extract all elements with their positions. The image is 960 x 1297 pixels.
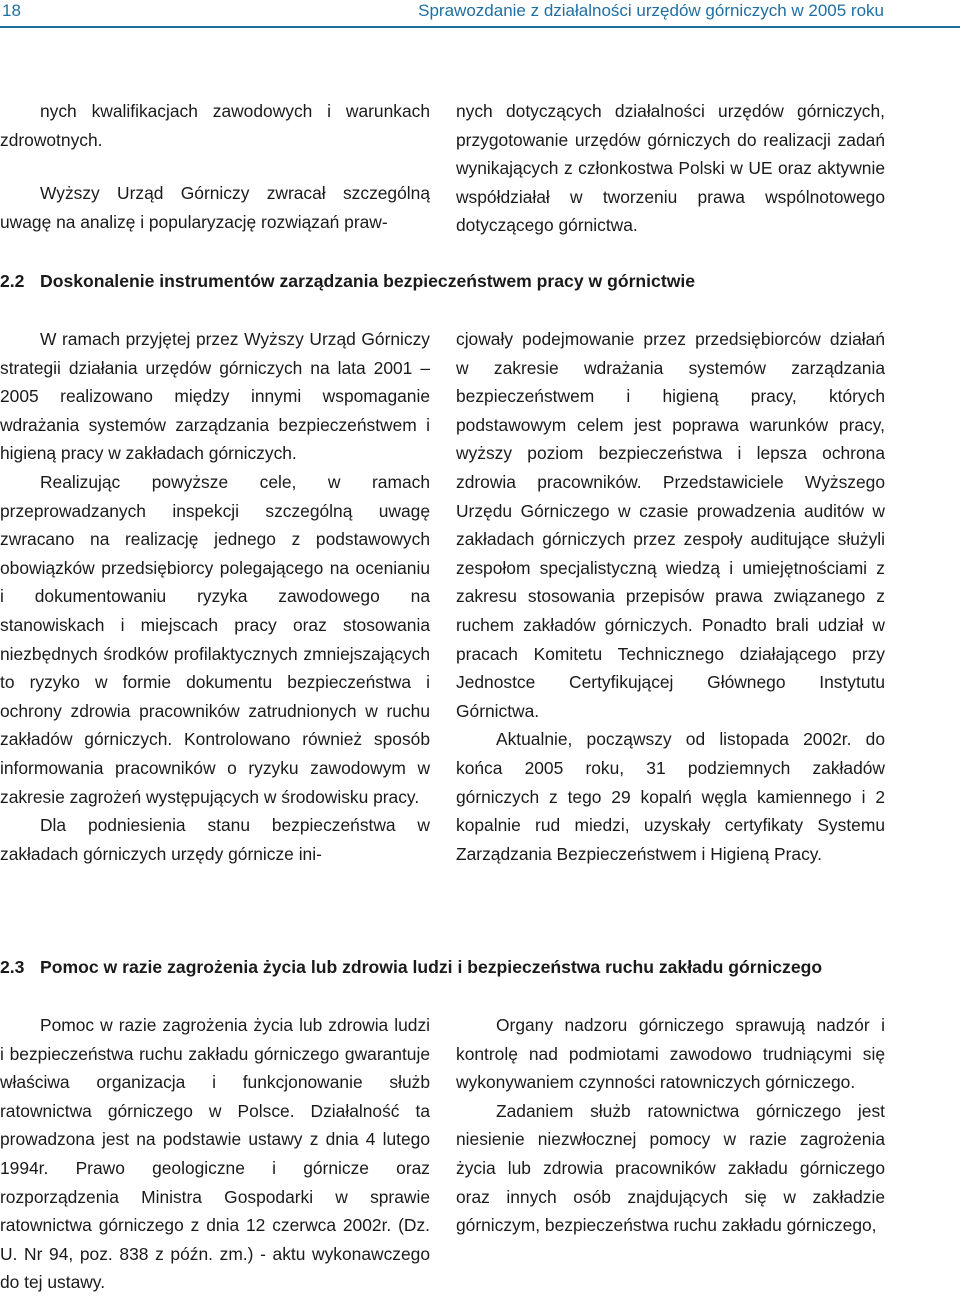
section-number: 2.3 bbox=[0, 957, 25, 977]
intro-right-column bbox=[456, 97, 885, 240]
section-title: Pomoc w razie zagrożenia życia lub zdrowia ludzi i bezpieczeństwa ruchu zakładu górniczego bbox=[40, 957, 823, 977]
paragraph: Organy nadzoru górniczego sprawują nadzór i kontrolę nad podmiotami zawodowo trudniącymi się wykonywaniem czynności ratowniczych górniczego. bbox=[456, 1015, 885, 1093]
intro-left-column bbox=[0, 97, 430, 236]
paragraph: W ramach przyjętej przez Wyższy Urząd Górniczy strategii działania urzędów górniczych na lata 2001 – 2005 realizowano między innymi wspomaganie wdrażania systemów zarządzania bezpieczeństwem i higieną pracy w zakładach górniczych. bbox=[0, 329, 430, 464]
header-rule bbox=[0, 26, 960, 28]
paragraph: nych kwalifikacjach zawodowych i warunkach zdrowotnych. bbox=[0, 101, 430, 150]
paragraph: cjowały podejmowanie przez przedsiębiorców działań w zakresie wdrażania systemów zarządzania bezpieczeństwem i higieną pracy, których podstawowym celem jest poprawa warunków pracy, wyższy poziom bezpieczeństwa i lepsza ochrona zdrowia pracowników. Przedstawiciele Wyższego Urzędu Górniczego w czasie prowadzenia auditów w zakładach górniczych przez zespoły auditujące służyli zespołom specjalistyczną wiedzą i umiejętnościami z zakresu stosowania przepisów prawa związanego z ruchem zakładów górniczych. Ponadto brali udział w pracach Komitetu Technicznego działającego przy Jednostce Certyfikującej Głównego Instytutu Górnictwa. bbox=[456, 329, 885, 721]
page-number: 18 bbox=[2, 1, 21, 20]
section-2-3-right-column bbox=[456, 1011, 885, 1240]
section-number: 2.2 bbox=[0, 271, 25, 291]
section-2-2-left-column bbox=[0, 325, 430, 868]
paragraph: Wyższy Urząd Górniczy zwracał szczególną uwagę na analizę i popularyzację rozwiązań praw- bbox=[0, 183, 430, 232]
paragraph: Aktualnie, począwszy od listopada 2002r. do końca 2005 roku, 31 podziemnych zakładów górniczych z tego 29 kopalń węgla kamiennego i 2 kopalnie rud miedzi, uzyskały certyfikaty Systemu Zarządzania Bezpieczeństwem i Higieną Pracy. bbox=[456, 729, 885, 864]
paragraph: Zadaniem służb ratownictwa górniczego jest niesienie niezwłocznej pomocy w razie zagrożenia życia lub zdrowia pracowników zakładu górniczego oraz innych osób znajdujących się w zakładzie górniczym, bezpieczeństwa ruchu zakładu górniczego, bbox=[456, 1100, 885, 1236]
section-2-3-left-column bbox=[0, 1011, 430, 1297]
paragraph: nych dotyczących działalności urzędów górniczych, przygotowanie urzędów górniczych do realizacji zadań wynikających z członkostwa Polski w UE oraz aktywnie współdziałał w tworzeniu prawa wspólnotowego dotyczącego górnictwa. bbox=[456, 101, 885, 236]
page-header bbox=[0, 0, 960, 26]
paragraph: Dla podniesienia stanu bezpieczeństwa w zakładach górniczych urzędy górnicze ini- bbox=[0, 815, 430, 864]
running-title: Sprawozdanie z działalności urzędów górniczych w 2005 roku bbox=[418, 1, 884, 20]
section-title: Doskonalenie instrumentów zarządzania bezpieczeństwem pracy w górnictwie bbox=[40, 271, 696, 291]
section-2-2-right-column bbox=[456, 325, 885, 868]
paragraph: Realizując powyższe cele, w ramach przeprowadzanych inspekcji szczególną uwagę zwracano na realizację jednego z podstawowych obowiązków przedsiębiorcy polegającego na ocenianiu i dokumentowaniu ryzyka zawodowego na stanowiskach i miejscach pracy oraz stosowania niezbędnych środków profilaktycznych zmniejszających to ryzyko w formie dokumentu bezpieczeństwa i ochrony zdrowia pracowników zatrudnionych w ruchu zakładów górniczych. Kontrolowano również sposób informowania pracowników o ryzyku zawodowym w zakresie zagrożeń występujących w środowisku pracy. bbox=[0, 471, 430, 807]
paragraph: Pomoc w razie zagrożenia życia lub zdrowia ludzi i bezpieczeństwa ruchu zakładu górniczego gwarantuje właściwa organizacja i funkcjonowanie służb ratownictwa górniczego w Polsce. Działalność ta prowadzona jest na podstawie ustawy z dnia 4 lutego 1994r. Prawo geologiczne i górnicze oraz rozporządzenia Ministra Gospodarki w sprawie ratownictwa górniczego z dnia 12 czerwca 2002r. (Dz. U. Nr 94, poz. 838 z późn. zm.) - aktu wykonawczego do tej ustawy. bbox=[0, 1015, 430, 1293]
section-heading-2-3 bbox=[0, 957, 822, 978]
section-heading-2-2 bbox=[0, 271, 695, 292]
